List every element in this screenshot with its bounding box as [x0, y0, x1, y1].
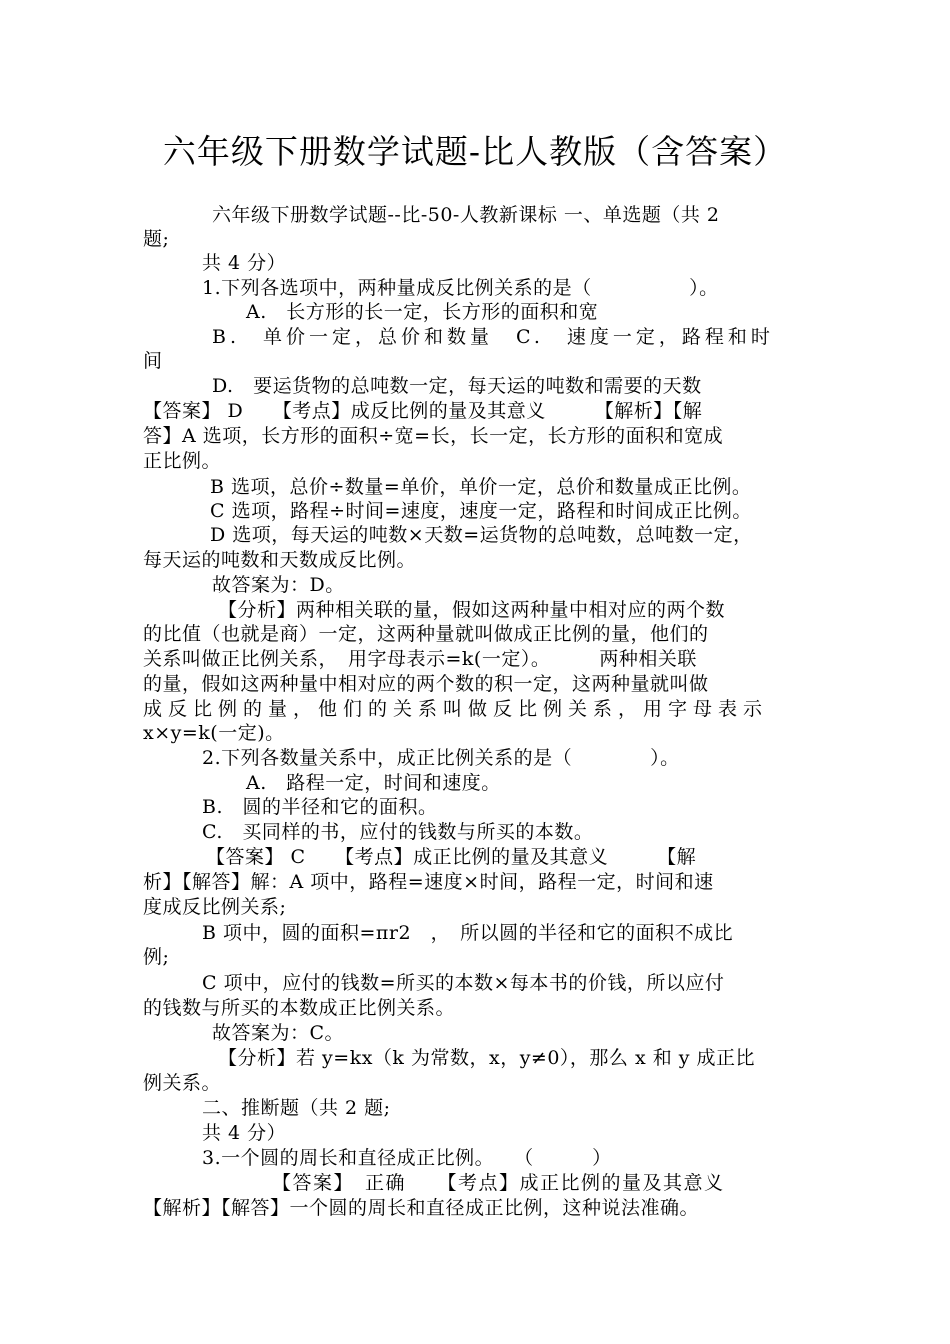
answer-line: 【答案】 D 【考点】成反比例的量及其意义 【解析】【解: [143, 400, 703, 422]
option-b-c: B. 单价一定，总价和数量 C. 速度一定，路程和时: [212, 326, 774, 348]
answer-line: 【答案】 C 【考点】成正比例的量及其意义 【解: [206, 846, 697, 868]
option-c: C. 买同样的书，应付的钱数与所买的本数。: [202, 821, 594, 843]
option-d: D. 要运货物的总吨数一定，每天运的吨数和需要的天数: [212, 375, 702, 397]
text-line: 的量，假如这两种量中相对应的两个数的积一定，这两种量就叫做: [143, 673, 709, 695]
answer-line: 【答案】 正确 【考点】成正比例的量及其意义: [272, 1172, 725, 1194]
text-line: 每天运的吨数和天数成反比例。: [143, 549, 417, 571]
text-line: 【解析】【解答】一个圆的周长和直径成正比例，这种说法准确。: [143, 1197, 700, 1219]
text-line: C 项中，应付的钱数=所买的本数×每本书的价钱，所以应付: [202, 972, 725, 994]
text-line: B 选项，总价÷数量=单价，单价一定，总价和数量成正比例。: [210, 476, 752, 498]
page-title: 六年级下册数学试题-比人教版（含答案）: [162, 132, 788, 171]
text-line: C 选项，路程÷时间=速度，速度一定，路程和时间成正比例。: [210, 500, 752, 522]
question-1: 1.下列各选项中，两种量成反比例关系的是（ ）。: [202, 277, 719, 299]
question-3: 3.一个圆的周长和直径成正比例。 （ ）: [202, 1147, 612, 1169]
text-line: 故答案为：C。: [212, 1022, 345, 1044]
text-line: 关系叫做正比例关系， 用字母表示=k(一定）。 两种相关联: [143, 648, 697, 670]
text-line: 六年级下册数学试题--比-50-人教新课标 一、单选题（共 2: [212, 204, 720, 226]
analysis-line: 【分析】若 y=kx（k 为常数，x，y≠0），那么 x 和 y 成正比: [218, 1047, 756, 1069]
text-line: 共 4 分）: [202, 252, 287, 274]
text-line: 成反比例的量，他们的关系叫做反比例关系，用字母表示: [143, 698, 769, 720]
analysis-line: 【分析】两种相关联的量，假如这两种量中相对应的两个数: [218, 599, 726, 621]
text-line: B 项中，圆的面积=πr2 ， 所以圆的半径和它的面积不成比: [202, 922, 734, 944]
text-line: 题;: [143, 228, 170, 250]
text-line: 间: [143, 350, 163, 372]
text-line: 故答案为：D。: [212, 574, 345, 596]
question-2: 2.下列各数量关系中，成正比例关系的是（ ）。: [202, 747, 680, 769]
text-line: 共 4 分）: [202, 1122, 287, 1144]
text-line: 答】A 选项，长方形的面积÷宽=长，长一定，长方形的面积和宽成: [143, 425, 724, 447]
text-line: D 选项，每天运的吨数×天数=运货物的总吨数，总吨数一定，: [210, 524, 753, 546]
text-line: 度成反比例关系;: [143, 896, 287, 918]
text-line: 的比值（也就是商）一定，这两种量就叫做成正比例的量，他们的: [143, 623, 709, 645]
text-line: 例;: [143, 946, 170, 968]
option-a: A. 长方形的长一定，长方形的面积和宽: [246, 301, 599, 323]
text-line: 析】【解答】解：A 项中，路程=速度×时间，路程一定，时间和速: [143, 871, 714, 893]
text-line: 正比例。: [143, 450, 222, 472]
option-a: A. 路程一定，时间和速度。: [246, 772, 501, 794]
option-b: B. 圆的半径和它的面积。: [202, 796, 438, 818]
text-line: 的钱数与所买的本数成正比例关系。: [143, 997, 456, 1019]
text-line: 例关系。: [143, 1072, 222, 1094]
text-line: x×y=k(一定)。: [143, 722, 285, 744]
section-heading: 二、推断题（共 2 题;: [202, 1097, 391, 1119]
